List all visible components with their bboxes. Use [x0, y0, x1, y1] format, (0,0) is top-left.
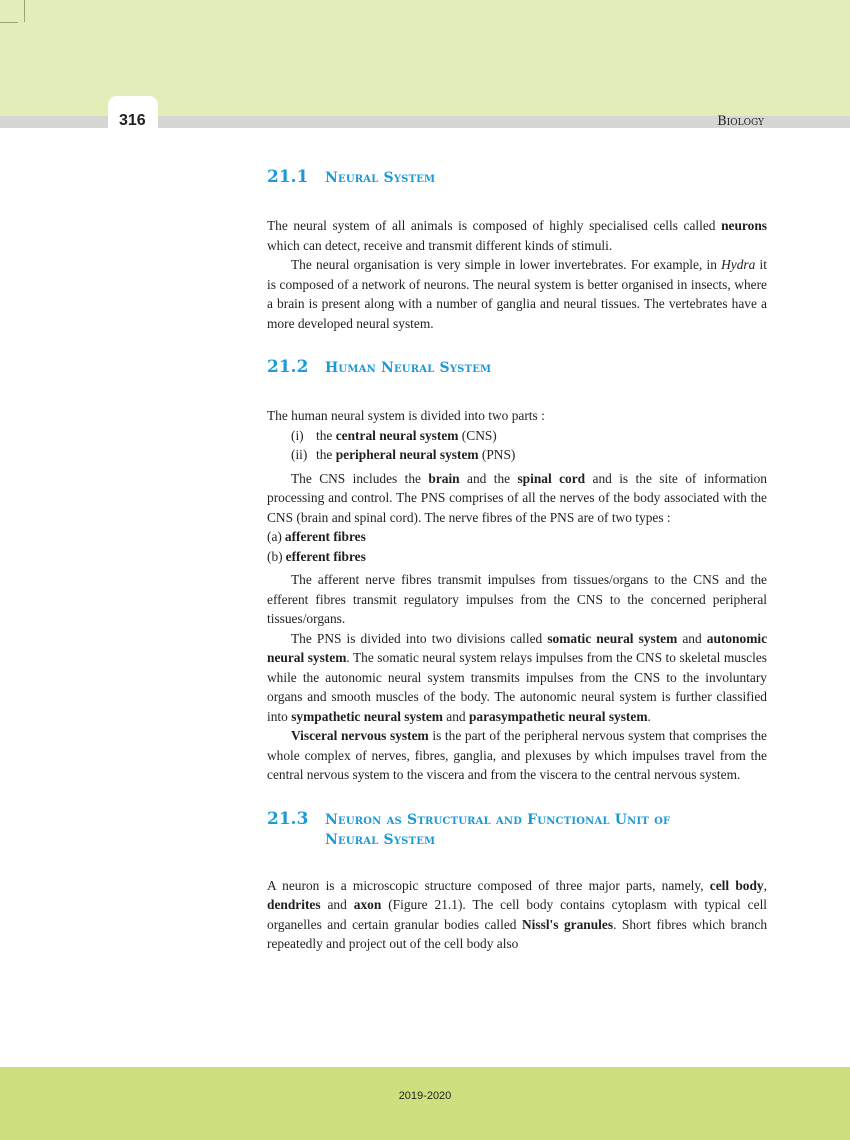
crop-mark-horizontal: [0, 22, 18, 23]
running-head: Biology: [717, 114, 764, 129]
section-number: 21.2: [267, 357, 309, 377]
term: Visceral nervous system: [291, 728, 429, 743]
text: . Short fibres which branch repeatedly and project out of the cell body also: [267, 916, 768, 951]
section-title: Neural System: [325, 170, 436, 186]
text: The neural organisation is very simple in lower invertebrates. For example, in: [291, 257, 722, 272]
text: it is composed of a network of neurons. The neural system is better organised in insects, where a brain is present along with a number of ganglia and neural tissues. The vertebrates have a more developed neural system.: [267, 257, 767, 331]
term: Nissl's granules: [522, 916, 614, 932]
text: (PNS): [478, 447, 516, 462]
footer-band: [0, 1067, 850, 1140]
list-item: [267, 445, 767, 465]
text: The PNS is divided into two divisions called: [291, 630, 548, 646]
text: and: [320, 897, 354, 912]
term: axon: [353, 897, 382, 912]
section-title: Human Neural System: [325, 360, 492, 376]
section-number: 21.1: [267, 167, 309, 187]
list-item: [267, 527, 767, 547]
term: peripheral neural system: [335, 447, 479, 462]
term-hydra: Hydra: [721, 257, 756, 272]
term: central neural system: [335, 427, 459, 443]
term: dendrites: [267, 897, 321, 912]
term-brain: brain: [428, 470, 460, 486]
term: cell body: [709, 877, 764, 893]
term-neurons: neurons: [721, 218, 767, 233]
section-heading-21-3: [267, 809, 767, 850]
text: A neuron is a microscopic structure composed of three major parts, namely,: [267, 877, 710, 893]
list-marker: (i): [291, 427, 304, 443]
section-heading-21-2: [267, 357, 767, 378]
text: the: [316, 447, 336, 462]
term: sympathetic neural system: [291, 708, 443, 724]
footer-year: 2019-2020: [398, 1090, 452, 1102]
term: efferent fibres: [285, 548, 366, 564]
term: afferent fibres: [284, 529, 366, 544]
section-number: 21.3: [267, 808, 309, 829]
paragraph: [267, 469, 767, 528]
text: (CNS): [458, 427, 497, 443]
paragraph: [267, 726, 767, 785]
text: which can detect, receive and transmit different kinds of stimuli.: [267, 237, 613, 253]
section-heading-21-1: [267, 167, 767, 188]
section-title: Neuron as Structural and Functional Unit of Neural System: [325, 811, 671, 848]
term-spinal-cord: spinal cord: [517, 470, 586, 486]
text: the: [316, 427, 336, 443]
paragraph: [267, 876, 767, 954]
list-item: [267, 547, 767, 567]
term: parasympathetic neural system: [468, 708, 648, 724]
text: and the: [459, 470, 518, 486]
page-content: [267, 167, 767, 954]
term: somatic neural system: [547, 630, 678, 646]
list-marker: (ii): [291, 447, 308, 462]
paragraph: [267, 255, 767, 333]
paragraph: [267, 216, 767, 255]
text: and: [677, 630, 707, 646]
text: The neural system of all animals is composed of highly specialised cells called: [267, 218, 722, 233]
text: ,: [763, 877, 767, 893]
text: .: [647, 708, 651, 724]
term: autonomic neural system: [267, 630, 768, 665]
crop-mark-vertical: [24, 0, 25, 22]
text: (Figure 21.1). The cell body contains cytoplasm with typical cell organelles and certain granular bodies called: [267, 897, 768, 932]
list-marker: (b): [267, 548, 283, 564]
list-marker: (a): [267, 529, 282, 544]
paragraph: The human neural system is divided into two parts :: [267, 408, 545, 423]
text: is the part of the peripheral nervous system that comprises the whole complex of nerves, fibres, ganglia, and plexuses by which impulses travel from the central nervous system to the viscera and from the viscera to the central nervous system.: [267, 728, 767, 782]
text: The CNS includes the: [291, 470, 429, 486]
text: . The somatic neural system relays impulses from the CNS to skeletal muscles while the autonomic neural system transmits impulses from the CNS to the involuntary organs and smooth muscles of the body. The autonomic neural system is further classified into: [267, 650, 767, 724]
text: and is the site of information processing and control. The PNS comprises of all the nerves of the body associated with the CNS (brain and spinal cord). The nerve fibres of the PNS are of two types :: [267, 470, 767, 525]
paragraph: The afferent nerve fibres transmit impulses from tissues/organs to the CNS and the efferent fibres transmit regulatory impulses from the CNS to the concerned peripheral tissues/organs.: [267, 572, 767, 626]
page-number: 316: [119, 112, 146, 129]
text: and: [442, 708, 469, 724]
paragraph: [267, 629, 767, 727]
list-item: [267, 426, 767, 446]
